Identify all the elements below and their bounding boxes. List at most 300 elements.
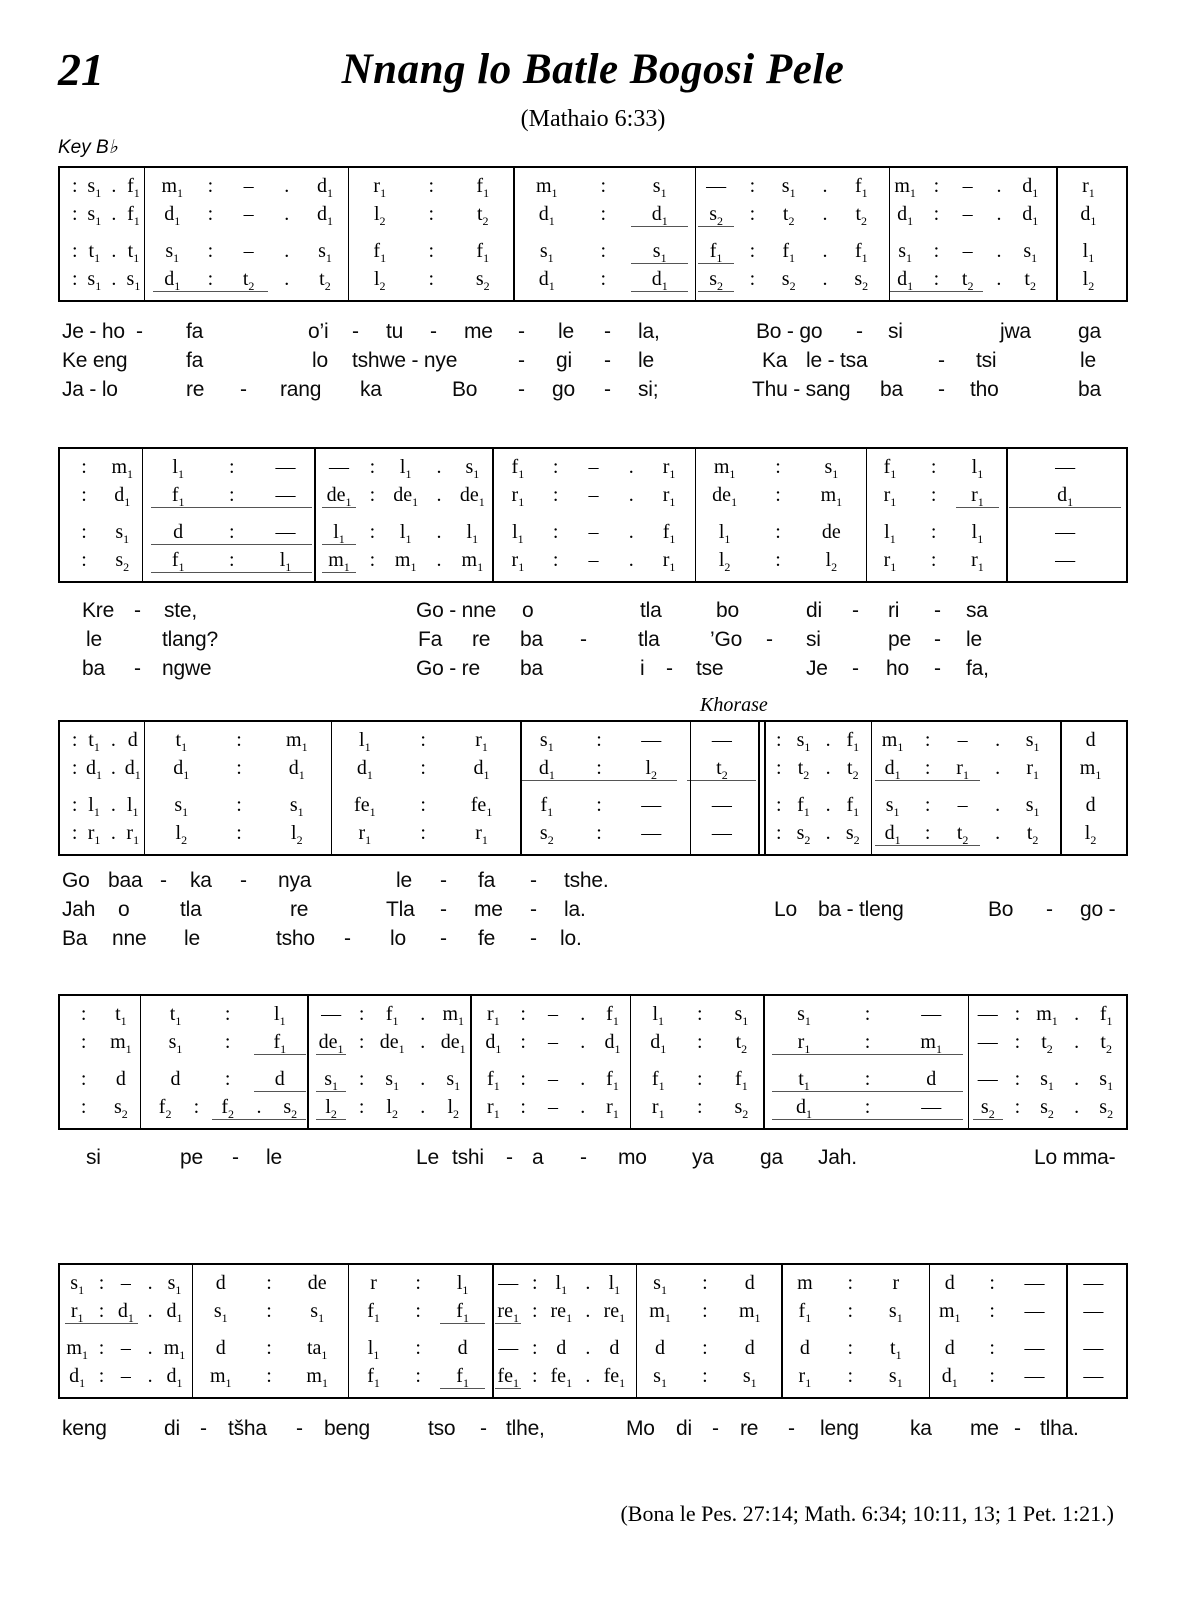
lyric-syllable: re <box>290 898 309 921</box>
barline <box>968 996 970 1128</box>
measure-cell <box>349 238 514 266</box>
solfa-token: $re_1$ <box>497 1300 519 1325</box>
lyric-syllable: fe <box>478 927 496 950</box>
solfa-token: : <box>415 1300 421 1322</box>
solfa-token: $s_2$ <box>734 1096 749 1121</box>
solfa-token: $l_1$ <box>1082 240 1095 265</box>
solfa-token: $s_1$ <box>446 1068 461 1093</box>
barline <box>763 996 765 1128</box>
measure-cell <box>349 173 514 201</box>
solfa-token: : <box>697 1096 703 1118</box>
solfa-token: de <box>307 1272 327 1294</box>
solfa-token: – <box>547 1068 558 1090</box>
voice-row-tenor <box>60 1335 1126 1363</box>
solfa-token: $f_1$ <box>540 794 554 819</box>
solfa-token: : <box>775 456 781 478</box>
measure-cell <box>1004 482 1126 510</box>
solfa-token: : <box>428 175 435 197</box>
tie-underline-group <box>151 519 312 545</box>
tie-underline-group <box>698 266 734 292</box>
measure-cell <box>682 792 761 820</box>
measure-cell <box>60 1029 144 1057</box>
solfa-token: $l_2$ <box>386 1096 398 1121</box>
measure-cell <box>924 1363 1061 1391</box>
lyric-syllable: Jah <box>62 898 96 921</box>
solfa-token: $s_1$ <box>797 1003 811 1028</box>
solfa-token: $r_1$ <box>662 484 676 509</box>
solfa-token: $l_2$ <box>825 549 838 574</box>
solfa-token: $r_1$ <box>70 1300 84 1325</box>
solfa-token: : <box>531 1365 538 1387</box>
measure-cell <box>1004 454 1126 482</box>
solfa-token: — <box>1055 456 1076 478</box>
solfa-token: : <box>266 1365 272 1387</box>
solfa-token: : <box>989 1300 995 1322</box>
lyric-syllable: Bo <box>988 898 1014 921</box>
solfa-token: $d_1$ <box>941 1365 958 1390</box>
solfa-token: – <box>588 456 599 478</box>
solfa-token: : <box>428 240 435 262</box>
measure-cell <box>60 519 146 547</box>
lyric-syllable: tho <box>970 378 999 401</box>
solfa-token: . <box>628 484 634 506</box>
solfa-token: – <box>547 1003 558 1025</box>
lyric-syllable: gi <box>556 349 572 372</box>
solfa-token: d <box>215 1337 226 1359</box>
solfa-token: . <box>147 1300 153 1322</box>
solfa-token: $d_1$ <box>650 1031 667 1056</box>
solfa-token: $l_1$ <box>466 521 479 546</box>
measure-cell <box>924 1335 1061 1363</box>
solfa-token: $l_2$ <box>175 822 188 847</box>
measure-cell <box>1051 173 1126 201</box>
solfa-token: : <box>749 268 756 290</box>
lyric-syllable: Je - ho <box>62 320 125 343</box>
measure-cell <box>192 1335 347 1363</box>
lyric-syllable: go <box>552 378 575 401</box>
measure-cell <box>147 755 330 783</box>
lyric-syllable: - <box>604 320 611 343</box>
solfa-token: — <box>1024 1300 1045 1322</box>
tie-underline-group <box>322 519 355 545</box>
measure-cell <box>870 820 1055 848</box>
solfa-token: . <box>284 240 290 262</box>
solfa-token: : <box>71 240 78 262</box>
lyric-line <box>0 867 1200 896</box>
lyric-syllable: - <box>530 869 537 892</box>
solfa-token: $s_1$ <box>318 240 332 265</box>
solfa-system-3 <box>58 720 1128 856</box>
lyric-syllable: lo. <box>560 927 582 950</box>
solfa-token: $s_1$ <box>87 268 102 293</box>
solfa-token: : <box>520 1003 526 1025</box>
solfa-token: — <box>977 1068 998 1090</box>
solfa-token: : <box>236 822 242 844</box>
lyric-line <box>0 376 1200 405</box>
solfa-token: $l_1$ <box>718 521 731 546</box>
lyric-syllable: Ja - lo <box>62 378 118 401</box>
solfa-token: — <box>1055 521 1076 543</box>
lyric-syllable: ba <box>1078 378 1101 401</box>
solfa-token: $m_1$ <box>820 484 843 509</box>
solfa-token: . <box>420 1031 426 1053</box>
solfa-token: $m_1$ <box>938 1300 961 1325</box>
solfa-token: . <box>628 521 634 543</box>
measure-cell <box>60 1094 144 1122</box>
solfa-token: : <box>229 521 235 543</box>
voice-row-bass <box>60 1094 1126 1122</box>
lyric-syllable: - <box>134 599 141 622</box>
solfa-token: $t_1$ <box>115 1003 127 1028</box>
solfa-token: $s_2$ <box>1099 1096 1114 1121</box>
solfa-system-4 <box>58 994 1128 1130</box>
lyric-syllable: si <box>888 320 903 343</box>
lyrics-block-4 <box>0 1144 1200 1173</box>
solfa-token: : <box>236 794 242 816</box>
solfa-token: . <box>420 1096 426 1118</box>
barline <box>1060 722 1062 854</box>
solfa-token: : <box>358 1068 365 1090</box>
voice-row-tenor <box>60 1066 1126 1094</box>
lyric-syllable: pe <box>180 1146 203 1169</box>
solfa-token: $f_1$ <box>385 1003 399 1028</box>
solfa-token: : <box>420 822 426 844</box>
solfa-token: : <box>98 1337 105 1359</box>
solfa-token: $l_1$ <box>88 794 100 819</box>
solfa-token: . <box>825 757 831 779</box>
solfa-token: : <box>596 757 602 779</box>
solfa-token: : <box>933 203 940 225</box>
barline <box>140 996 142 1128</box>
solfa-token: : <box>1014 1003 1021 1025</box>
tie-underline-group <box>65 1298 138 1324</box>
solfa-token: $s_1$ <box>1040 1068 1054 1093</box>
tie-underline-group <box>1009 482 1121 508</box>
solfa-token: $s_1$ <box>653 1272 667 1297</box>
solfa-token: — <box>1083 1300 1104 1322</box>
solfa-token: d <box>170 1068 181 1090</box>
solfa-token: : <box>71 268 78 290</box>
scripture-references: (Bona le Pes. 27:14; Math. 6:34; 10:11, 13; 1 Pet. 1:21.) <box>620 1501 1114 1526</box>
solfa-token: : <box>596 822 602 844</box>
lyric-syllable: - <box>938 378 945 401</box>
lyric-syllable: lo <box>312 349 328 372</box>
solfa-token: $ta_1$ <box>306 1337 328 1362</box>
solfa-token: $m_1$ <box>1036 1003 1058 1028</box>
solfa-token: $f_1$ <box>273 1031 287 1056</box>
lyric-syllable: - <box>160 869 167 892</box>
measure-cell <box>693 238 885 266</box>
solfa-token: r <box>370 1272 377 1294</box>
solfa-token: $l_1$ <box>172 456 184 481</box>
lyric-syllable: nya <box>278 869 312 892</box>
solfa-token: $m_1$ <box>394 549 417 574</box>
barline <box>871 722 873 854</box>
lyric-syllable: ste, <box>164 599 198 622</box>
measure-cell <box>311 1029 474 1057</box>
measure-cell <box>968 1029 1126 1057</box>
tie-underline-group <box>254 1029 306 1055</box>
solfa-token: . <box>628 456 634 478</box>
solfa-token: $s_1$ <box>781 175 796 200</box>
lyric-syllable: nne <box>112 927 147 950</box>
barline <box>142 449 144 581</box>
solfa-token: $d_1$ <box>538 757 555 782</box>
solfa-token: $l_1$ <box>359 729 371 754</box>
measure-cell <box>317 547 494 575</box>
lyric-syllable: tshi <box>452 1146 484 1169</box>
lyric-syllable: - <box>296 1417 303 1440</box>
solfa-token: $m_1$ <box>306 1365 328 1390</box>
solfa-token: $s_1$ <box>168 1031 183 1056</box>
barline <box>492 449 494 581</box>
lyric-syllable: - <box>530 927 537 950</box>
solfa-token: : <box>933 240 940 262</box>
solfa-token: $s_1$ <box>1023 240 1038 265</box>
solfa-token: : <box>864 1096 871 1118</box>
lyric-syllable: Go - nne <box>416 599 497 622</box>
lyric-syllable: le <box>266 1146 282 1169</box>
measure-cell <box>311 1001 474 1029</box>
tie-underline-group <box>973 1094 1003 1120</box>
solfa-token: : <box>600 240 607 262</box>
solfa-token: $d_1$ <box>604 1031 621 1056</box>
measure-cell <box>148 201 349 229</box>
measure-cell <box>633 1270 778 1298</box>
lyric-syllable: le - tsa <box>806 349 868 372</box>
solfa-token: : <box>81 521 87 543</box>
solfa-token: $m_1$ <box>286 729 308 754</box>
solfa-token: : <box>600 175 607 197</box>
solfa-token: . <box>284 268 290 290</box>
solfa-token: : <box>428 203 435 225</box>
solfa-token: $s_1$ <box>653 1365 667 1390</box>
solfa-token: : <box>924 822 931 844</box>
solfa-token: $m_1$ <box>161 175 184 200</box>
measure-cell <box>870 755 1055 783</box>
solfa-token: : <box>369 456 376 478</box>
lyric-syllable: - <box>440 898 447 921</box>
solfa-token: . <box>580 1096 586 1118</box>
solfa-token: $f_1$ <box>846 794 860 819</box>
solfa-token: : <box>415 1337 421 1359</box>
solfa-token: — <box>641 794 662 816</box>
solfa-token: $l_1$ <box>274 1003 286 1028</box>
solfa-token: $s_2$ <box>854 268 869 293</box>
solfa-token: : <box>531 1300 538 1322</box>
solfa-token: . <box>420 1003 426 1025</box>
voice-row-bass <box>60 547 1126 575</box>
measure-cell <box>1055 792 1126 820</box>
solfa-token: — <box>711 729 732 751</box>
solfa-token: $s_2$ <box>115 549 130 574</box>
solfa-token: . <box>995 794 1001 816</box>
lyric-syllable: Bo - go <box>756 320 823 343</box>
solfa-token: : <box>989 1337 995 1359</box>
solfa-token: : <box>989 1365 995 1387</box>
solfa-token: : <box>596 729 602 751</box>
solfa-token: $d_1$ <box>114 484 131 509</box>
solfa-token: : <box>531 1272 538 1294</box>
solfa-token: : <box>415 1365 421 1387</box>
measure-cell <box>60 201 148 229</box>
solfa-token: $s_1$ <box>888 1365 903 1390</box>
solfa-token: $r_1$ <box>475 729 488 754</box>
solfa-token: $r_1$ <box>358 822 372 847</box>
solfa-token: : <box>98 1272 105 1294</box>
lyric-syllable: - <box>518 349 525 372</box>
barline <box>1066 1265 1068 1397</box>
lyric-syllable: - <box>430 320 437 343</box>
solfa-token: — <box>706 175 727 197</box>
solfa-token: $de_1$ <box>393 484 419 509</box>
tie-underline-group <box>322 547 355 573</box>
solfa-token: d <box>556 1337 567 1359</box>
solfa-token: $f_1$ <box>373 240 387 265</box>
solfa-token: $s_1$ <box>385 1068 400 1093</box>
solfa-token: $fe_1$ <box>550 1365 573 1390</box>
measure-cell <box>144 1029 310 1057</box>
solfa-token: $l_2$ <box>373 268 386 293</box>
lyric-line <box>0 896 1200 925</box>
solfa-token: $m_1$ <box>738 1300 761 1325</box>
solfa-token: $l_2$ <box>718 549 731 574</box>
solfa-token: $f_1$ <box>651 1068 665 1093</box>
measure-cell <box>968 1094 1126 1122</box>
solfa-token: $d_1$ <box>795 1096 812 1121</box>
measure-cell <box>1055 755 1126 783</box>
solfa-token: $r_1$ <box>956 757 969 782</box>
solfa-token: $d_1$ <box>356 757 373 782</box>
solfa-token: $t_2$ <box>961 268 974 293</box>
measure-cell <box>349 201 514 229</box>
voice-row-soprano <box>60 727 1126 755</box>
voice-row-soprano <box>60 1270 1126 1298</box>
solfa-token: . <box>1074 1003 1080 1025</box>
lyric-syllable: - <box>518 378 525 401</box>
solfa-token: . <box>996 203 1002 225</box>
solfa-token: : <box>847 1365 854 1387</box>
lyric-syllable: o’i <box>308 320 329 343</box>
solfa-token: $t_2$ <box>855 203 868 228</box>
lyric-syllable: ba <box>82 657 105 680</box>
lyric-syllable: tlang? <box>162 628 219 651</box>
solfa-token: – <box>957 729 968 751</box>
measure-cell <box>474 1094 633 1122</box>
solfa-token: $l_2$ <box>447 1096 460 1121</box>
solfa-token: $f_1$ <box>456 1300 469 1325</box>
measure-cell <box>693 482 863 510</box>
solfa-token: $l_2$ <box>325 1096 337 1121</box>
lyric-syllable: si <box>86 1146 101 1169</box>
solfa-token: – <box>588 521 599 543</box>
barline <box>781 1265 783 1397</box>
solfa-token: $d_1$ <box>884 757 901 782</box>
measure-cell <box>777 1270 923 1298</box>
solfa-token: $s_1$ <box>1025 794 1040 819</box>
measure-cell <box>516 792 683 820</box>
solfa-token: d <box>655 1337 666 1359</box>
solfa-token: $s_2$ <box>980 1096 995 1121</box>
lyric-line <box>0 347 1200 376</box>
solfa-token: $m_1$ <box>881 729 904 754</box>
solfa-token: . <box>585 1365 591 1387</box>
solfa-token: : <box>193 1096 200 1118</box>
tie-underline-group <box>316 1094 347 1120</box>
barline <box>695 168 697 300</box>
solfa-token: d <box>944 1272 955 1294</box>
lyric-syllable: - <box>480 1417 487 1440</box>
solfa-token: $f_1$ <box>854 240 868 265</box>
solfa-token: $s_1$ <box>742 1365 757 1390</box>
solfa-token: : <box>924 757 931 779</box>
solfa-token: : <box>775 549 781 571</box>
solfa-token: $r_1$ <box>1082 175 1095 200</box>
barline <box>348 1265 350 1397</box>
solfa-token: : <box>98 1300 105 1322</box>
barline <box>1006 449 1008 581</box>
solfa-token: $f_1$ <box>883 456 897 481</box>
tie-underline-group <box>698 238 734 264</box>
tie-underline-group <box>698 201 734 227</box>
solfa-token: $l_2$ <box>645 757 658 782</box>
measure-cell <box>633 1298 778 1326</box>
measure-cell <box>1061 1298 1126 1326</box>
measure-cell <box>777 1298 923 1326</box>
solfa-token: d <box>926 1068 937 1090</box>
solfa-token: : <box>933 175 940 197</box>
solfa-token: . <box>256 1096 262 1118</box>
solfa-token: : <box>98 1365 105 1387</box>
lyric-syllable: Ke eng <box>62 349 128 372</box>
solfa-token: $d_1$ <box>316 175 333 200</box>
solfa-token: $f_1$ <box>797 794 810 819</box>
solfa-token: $m_1$ <box>66 1337 88 1362</box>
tie-underline-group <box>772 1094 963 1120</box>
lyric-syllable: re <box>740 1417 759 1440</box>
solfa-token: . <box>110 729 116 751</box>
solfa-token: . <box>110 757 116 779</box>
solfa-token: $s_1$ <box>652 240 667 265</box>
solfa-token: $m_1$ <box>209 1365 232 1390</box>
barline <box>630 996 632 1128</box>
solfa-token: $re_1$ <box>603 1300 626 1325</box>
solfa-token: $s_1$ <box>310 1300 325 1325</box>
measure-cell <box>349 266 514 294</box>
tie-underline-group <box>772 1029 963 1055</box>
measure-cell <box>863 519 1004 547</box>
solfa-token: d <box>744 1272 755 1294</box>
solfa-token: $l_2$ <box>373 203 386 228</box>
solfa-token: : <box>697 1031 703 1053</box>
measure-cell <box>60 1335 192 1363</box>
measure-cell <box>311 1066 474 1094</box>
lyric-syllable: le <box>184 927 200 950</box>
solfa-token: . <box>822 203 828 225</box>
lyric-syllable: ya <box>692 1146 714 1169</box>
solfa-token: : <box>749 240 756 262</box>
solfa-token: $l_1$ <box>555 1272 568 1297</box>
solfa-token: : <box>420 794 426 816</box>
solfa-token: $t_1$ <box>127 240 140 265</box>
solfa-token: — <box>329 456 350 478</box>
measure-cell <box>490 1335 633 1363</box>
tie-underline-group <box>212 1094 306 1120</box>
tie-underline-group <box>151 482 312 508</box>
solfa-token: – <box>588 484 599 506</box>
lyric-syllable: leng <box>820 1417 859 1440</box>
solfa-token: . <box>585 1272 591 1294</box>
